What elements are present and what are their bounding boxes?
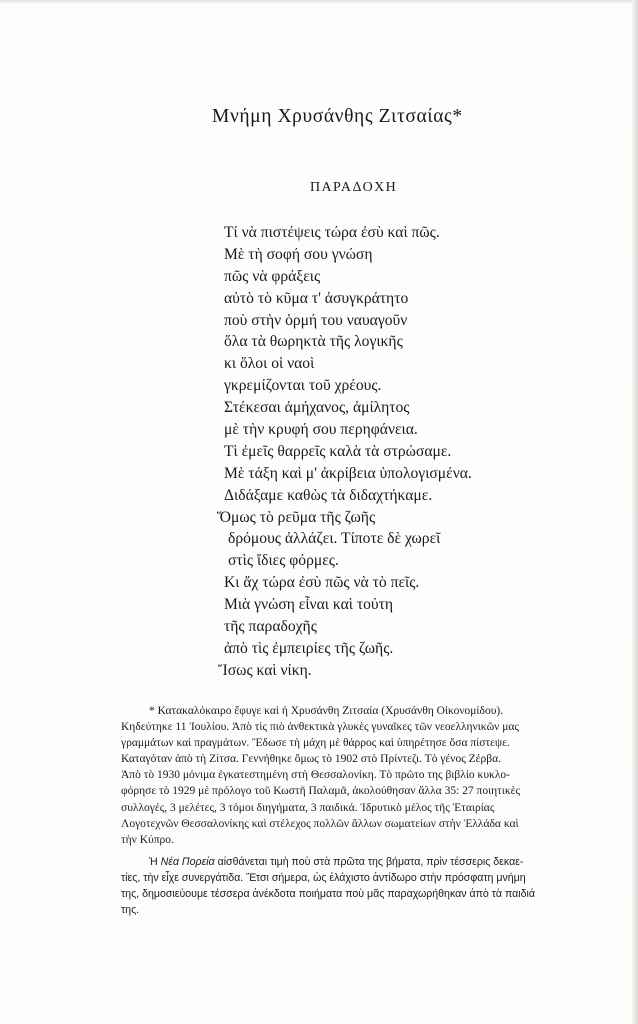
poem-line: Μιὰ γνώση εἶναι καὶ τούτη bbox=[224, 596, 394, 614]
footnote-line: Ἀπὸ τὸ 1930 μόνιμα ἐγκατεστημένη στὴ Θεσσαλονίκη. Τὸ πρῶτο της βιβλίο κυκλο- bbox=[121, 769, 510, 782]
footnote-text: Ἡ bbox=[149, 855, 161, 868]
poem-line: πῶς νὰ φράξεις bbox=[224, 267, 321, 285]
poem-line: στὶς ἴδιες φόρμες. bbox=[228, 552, 339, 570]
poem-line: Στέκεσαι ἀμήχανος, ἀμίλητος bbox=[224, 399, 410, 417]
poem-line: δρόμους ἀλλάζει. Τίποτε δὲ χωρεῖ bbox=[228, 530, 441, 548]
poem-line: Διδάξαμε καθὼς τὰ διδαχτήκαμε. bbox=[224, 486, 433, 504]
scan-top-shadow bbox=[0, 0, 638, 4]
footnote-line: * Κατακαλόκαιρο ἔφυγε καὶ ἡ Χρυσάνθη Ζιτσαία (Χρυσάνθη Οἰκονομίδου). bbox=[149, 705, 504, 717]
poem-line: Ἴσως καὶ νίκη. bbox=[218, 661, 312, 679]
footnote-line: τίες, τὴν εἶχε συνεργάτιδα. Ἔτσι σήμερα, ὡς ἐλάχιστο ἀντίδωρο στὴν πρόσφατη μνήμη bbox=[121, 871, 526, 884]
footnote-line: Καταγόταν ἀπὸ τὴ Ζίτσα. Γεννήθηκε ὅμως τὸ 1902 στὸ Πρίντεζι. Τὸ γένος Ζέρβα. bbox=[121, 753, 501, 766]
poem-line: Μὲ τάξη καὶ μ' ἀκρίβεια ὑπολογισμένα. bbox=[224, 464, 472, 482]
poem-line: αὐτὸ τὸ κῦμα τ' ἀσυγκράτητο bbox=[224, 289, 409, 307]
footnote-line: συλλογές, 3 μελέτες, 3 τόμοι διηγήματα, 3 παιδικά. Ἱδρυτικὸ μέλος τῆς Ἑταιρίας bbox=[121, 801, 495, 814]
poem-line: κι ὅλοι οἱ ναοὶ bbox=[224, 355, 315, 373]
poem-title: ΠΑΡΑΔΟΧΗ bbox=[310, 180, 398, 195]
footnote-line: γραμμάτων καὶ πραγμάτων. Ἔδωσε τὴ μάχη μὲ θάρρος καὶ ὑπηρέτησε ὅσα πίστεψε. bbox=[121, 737, 510, 750]
footnote bbox=[121, 703, 601, 918]
poem-line: γκρεμίζονται τοῦ χρέους. bbox=[224, 377, 382, 395]
journal-name: Νέα Πορεία bbox=[160, 855, 215, 868]
poem-line: Τί νὰ πιστέψεις τώρα ἐσὺ καὶ πῶς. bbox=[224, 224, 440, 241]
poem-line: ὅλα τὰ θωρηκτὰ τῆς λογικῆς bbox=[224, 333, 403, 351]
scan-edge-shadow bbox=[632, 0, 638, 1024]
poem-line: ποὺ στὴν ὁρμή του ναυαγοῦν bbox=[224, 311, 408, 329]
poem-line: ἀπὸ τὶς ἐμπειρίες τῆς ζωῆς. bbox=[224, 639, 394, 657]
footnote-line: Λογοτεχνῶν Θεσσαλονίκης καὶ στέλεχος πολλῶν ἄλλων σωματείων στὴν Ἑλλάδα καὶ bbox=[121, 817, 519, 830]
footnote-line: Κηδεύτηκε 11 Ἰουλίου. Ἀπὸ τὶς πιὸ ἀνθεκτικὰ γλυκὲς γυναῖκες τῶν νεοελληνικῶν μας bbox=[121, 721, 519, 734]
poem-line: Ὅμως τὸ ρεῦμα τῆς ζωῆς bbox=[217, 508, 376, 526]
footnote-line: της. bbox=[121, 904, 140, 917]
poem-line: Μὲ τὴ σοφή σου γνώση bbox=[224, 245, 373, 263]
footnote-line: τὴν Κύπρο. bbox=[121, 833, 174, 846]
page-title: Μνήμη Χρυσάνθης Ζιτσαίας* bbox=[212, 106, 463, 127]
poem-line: τῆς παραδοχῆς bbox=[224, 618, 317, 636]
poem-line: Τὶ ἐμεῖς θαρρεῖς καλὰ τὰ στρώσαμε. bbox=[224, 442, 452, 460]
poem-line: μὲ τὴν κρυφή σου περηφάνεια. bbox=[224, 421, 418, 439]
poem-line: Κι ἄχ τώρα ἐσὺ πῶς νὰ τὸ πεῖς. bbox=[224, 574, 420, 592]
footnote-line: της, δημοσιεύουμε τέσσερα ἀνέκδοτα ποιήματα ποὺ μᾶς παραχωρήθηκαν ἀπὸ τὰ παιδιά bbox=[121, 888, 536, 901]
poem-body bbox=[217, 222, 584, 682]
footnote-text: αἰσθάνεται τιμὴ ποὺ στὰ πρῶτα της βήματα, πρὶν τέσσερις δεκαε- bbox=[214, 855, 524, 868]
footnote-line: φόρησε τὸ 1929 μὲ πρόλογο τοῦ Κωστῆ Παλαμᾶ, ἀκολούθησαν ἄλλα 35: 27 ποιητικὲς bbox=[121, 785, 521, 798]
footnote-line bbox=[121, 854, 601, 870]
